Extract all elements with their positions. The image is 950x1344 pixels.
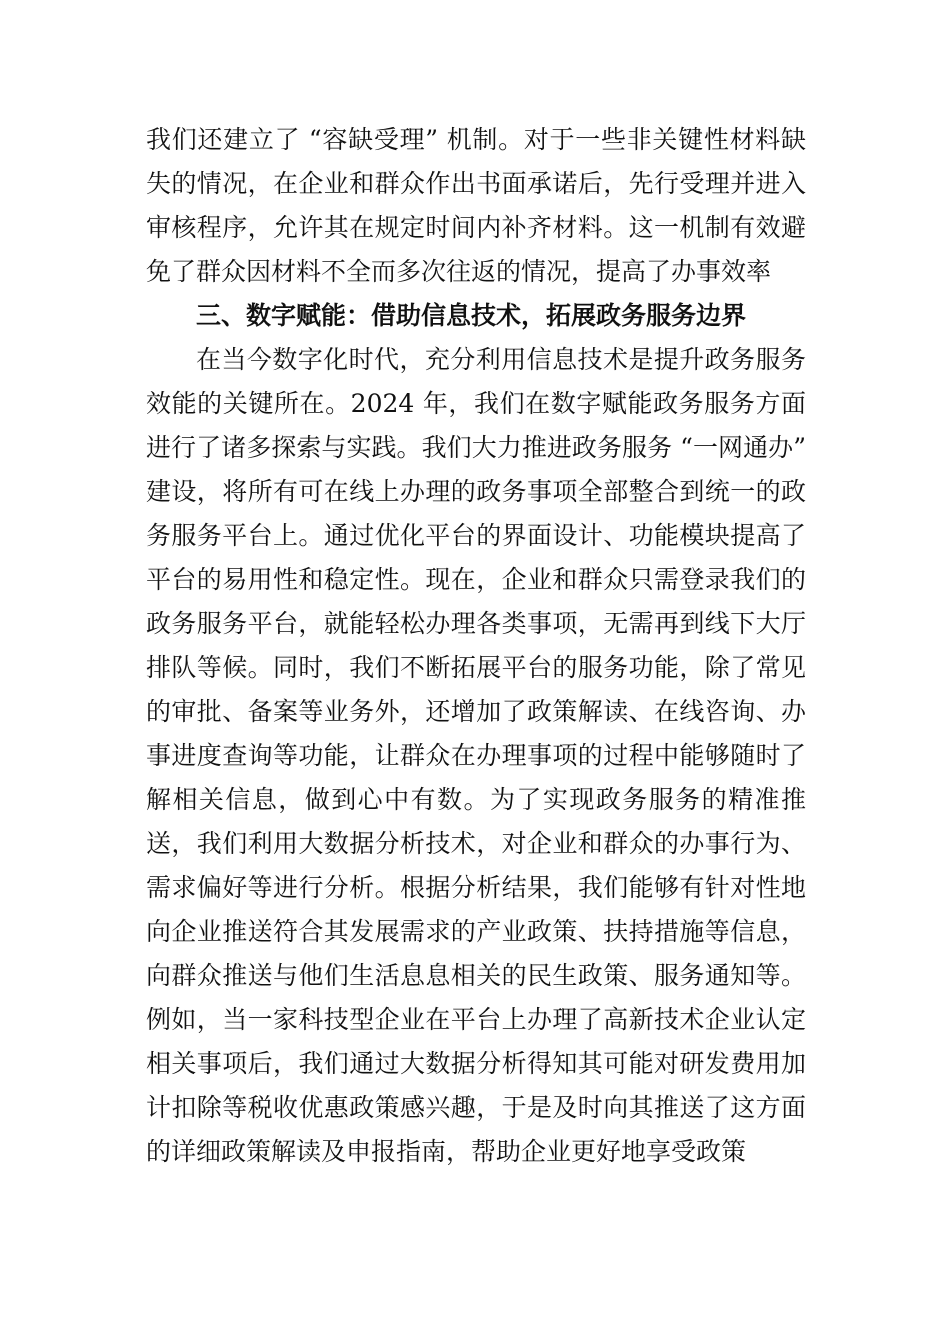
- section-heading-digital-empowerment: 三、数字赋能：借助信息技术，拓展政务服务边界: [196, 301, 747, 330]
- document-body: [146, 118, 806, 1174]
- paragraph-tolerance-mechanism: 我们还建立了 “容缺受理” 机制。对于一些非关键性材料缺失的情况，在企业和群众作出书面承诺后，先行受理并进入审核程序，允许其在规定时间内补齐材料。这一机制有效避免了群众因材料不全而多次往返的情况，提高了办事效率: [146, 125, 806, 286]
- paragraph-digital-services: 在当今数字化时代，充分利用信息技术是提升政务服务效能的关键所在。2024 年，我们在数字赋能政务服务方面进行了诸多探索与实践。我们大力推进政务服务 “一网通办” 建设，将所有可在线上办理的政务事项全部整合到统一的政务服务平台上。通过优化平台的界面设计、功能模块提高了平台的易用性和稳定性。现在，企业和群众只需登录我们的政务服务平台，就能轻松办理各类事项，无需再到线下大厅排队等候。同时，我们不断拓展平台的服务功能，除了常见的审批、备案等业务外，还增加了政策解读、在线咨询、办事进度查询等功能，让群众在办理事项的过程中能够随时了解相关信息，做到心中有数。为了实现政务服务的精准推送，我们利用大数据分析技术，对企业和群众的办事行为、需求偏好等进行分析。根据分析结果，我们能够有针对性地向企业推送符合其发展需求的产业政策、扶持措施等信息，向群众推送与他们生活息息相关的民生政策、服务通知等。例如，当一家科技型企业在平台上办理了高新技术企业认定相关事项后，我们通过大数据分析得知其可能对研发费用加计扣除等税收优惠政策感兴趣，于是及时向其推送了这方面的详细政策解读及申报指南，帮助企业更好地享受政策: [146, 345, 806, 1166]
